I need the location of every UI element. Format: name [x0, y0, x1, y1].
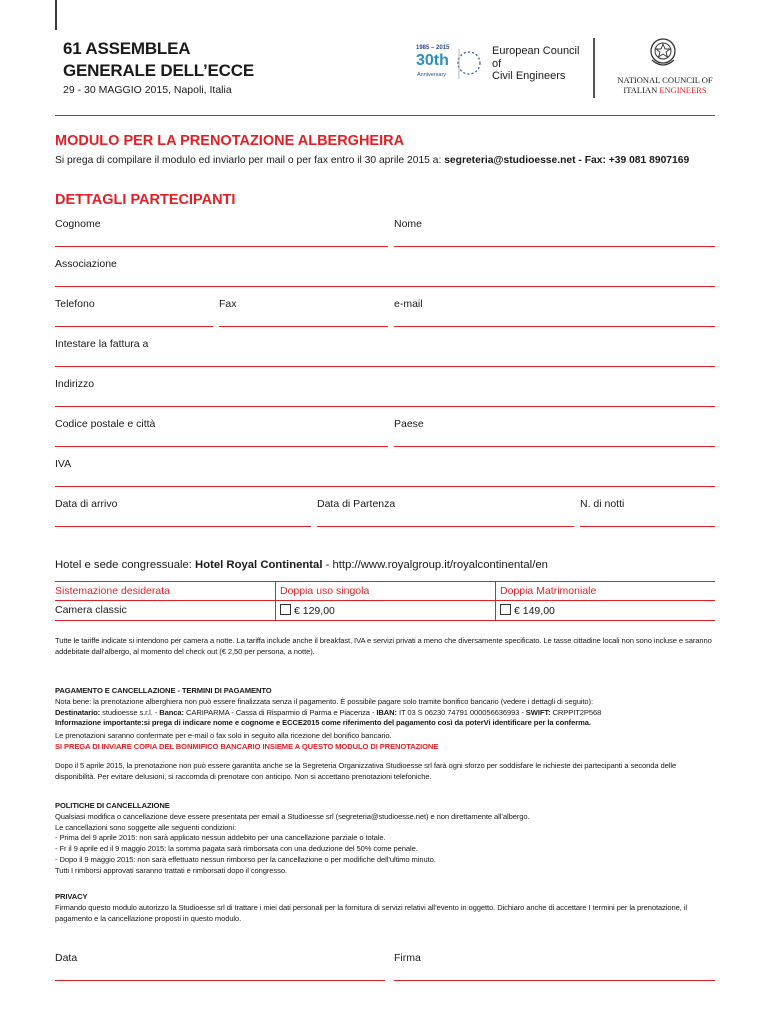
table-col-divider-1 — [275, 581, 276, 621]
national-council-name — [612, 75, 718, 95]
table-room-type: Camera classic — [55, 604, 127, 616]
input-indirizzo[interactable] — [55, 406, 715, 407]
input-fax[interactable] — [219, 326, 388, 327]
privacy-section — [55, 892, 715, 924]
input-cognome[interactable] — [55, 246, 388, 247]
event-title — [63, 38, 254, 82]
table-rule-bottom — [55, 620, 715, 621]
label-cap-citta: Codice postale e città — [55, 418, 156, 430]
ecce-line3: Civil Engineers — [492, 70, 566, 82]
italian-emblem-icon — [648, 36, 678, 68]
payment-section — [55, 686, 715, 782]
input-paese[interactable] — [394, 446, 715, 447]
bank-label: Banca: — [159, 707, 184, 717]
option-doppia-matrimoniale[interactable] — [500, 604, 555, 617]
payment-important: Informazione importante:si prega di indicare nome e cognome e ECCE2015 come riferimento del pagamento così da poterVi identificare per la conferma. — [55, 718, 591, 728]
hotel-url[interactable]: - http://www.royalgroup.it/royalcontinental/en — [322, 559, 548, 571]
hotel-name: Hotel Royal Continental — [195, 559, 323, 571]
intro-contact: segreteria@studioesse.net - Fax: +39 081 8907169 — [444, 155, 690, 166]
logo-divider — [593, 38, 595, 98]
price-doppia-singola: € 129,00 — [294, 605, 335, 617]
input-notti[interactable] — [580, 526, 715, 527]
label-data-arrivo: Data di arrivo — [55, 498, 118, 510]
label-iva: IVA — [55, 458, 72, 470]
header-rule — [55, 0, 57, 30]
label-indirizzo: Indirizzo — [55, 378, 95, 390]
price-doppia-matrimoniale: € 149,00 — [514, 605, 555, 617]
input-cap-citta[interactable] — [55, 446, 388, 447]
payment-heading: PAGAMENTO E CANCELLAZIONE - TERMINI DI PAGAMENTO — [55, 686, 272, 695]
label-email: e-mail — [394, 298, 423, 310]
intro-text: Si prega di compilare il modulo ed inviarlo per mail o per fax entro il 30 aprile 2015 a: — [55, 155, 445, 166]
privacy-text: Firmando questo modulo autorizzo la Studioesse srl di trattare i miei dati personali per la fornitura di servizi relativi all’evento in oggetto. Dichiaro anche di accettare I termini per la prenotazione, il pagamento e la cancellazione proposti in questo modulo. — [55, 902, 687, 923]
input-data-arrivo[interactable] — [55, 526, 311, 527]
input-data[interactable] — [55, 980, 385, 981]
label-fax: Fax — [219, 298, 237, 310]
hotel-prefix: Hotel e sede congressuale: — [55, 559, 196, 571]
dest-label: Destinatario: — [55, 707, 101, 717]
ecce-line2: of — [492, 57, 502, 70]
input-telefono[interactable] — [55, 326, 213, 327]
input-firma[interactable] — [394, 980, 715, 981]
payment-copy-request: SI PREGA DI INVIARE COPIA DEL BONMIFICO BANCARIO INSIEME A QUESTO MODULO DI PRENOTAZIONE — [55, 741, 439, 751]
iban-value: IT 03 S 06230 74791 000056636993 - — [396, 707, 526, 717]
option-doppia-singola[interactable] — [280, 604, 335, 617]
table-header-doppia-matrimoniale: Doppia Matrimoniale — [500, 585, 597, 597]
privacy-heading: PRIVACY — [55, 892, 88, 901]
cancellation-item: - Prima del 9 aprile 2015: non sarà applicato nessun addebito per una cancellazione parziale o totale. — [55, 833, 386, 843]
table-col-divider-2 — [495, 581, 496, 621]
form-intro — [55, 154, 720, 167]
ecce-line1: European Council — [492, 45, 580, 57]
ecce-years: 1985 – 2015 — [416, 45, 450, 51]
nc-italian: ITALIAN — [623, 85, 658, 95]
nc-engineers: ENGINEERS — [659, 85, 707, 95]
bank-value: CARIPARMA - Cassa di Risparmio di Parma e Piacenza - — [183, 707, 377, 717]
cancellation-footer: Tutti I rimborsi approvati saranno trattati e rimborsati dopo il congresso. — [55, 865, 287, 875]
cancellation-heading: POLITICHE DI CANCELLAZIONE — [55, 801, 170, 810]
section-title-participants: DETTAGLI PARTECIPANTI — [55, 192, 236, 208]
table-rule-top — [55, 581, 715, 582]
iban-label: IBAN: — [376, 707, 397, 717]
input-intestare[interactable] — [55, 366, 715, 367]
header-divider — [55, 115, 715, 116]
nc-line1: NATIONAL COUNCIL OF — [617, 75, 713, 85]
cancellation-item: - Fr il 9 aprile ed il 9 maggio 2015: la somma pagata sarà rimborsata con una deduzione del 50% come penale. — [55, 844, 418, 854]
swift-label: SWIFT: — [525, 707, 551, 717]
payment-after-date: Dopo il 5 aprile 2015, la prenotazione non può essere garantita anche se la Segreteria Organizzativa Studioesse srl farà ogni sforzo per soddisfare le richieste dei partecipanti a seconda delle disponibilità. Per evitare delusioni, si raccomda di prenotare con anticipo. Non si accettano prenotazioni telefoniche. — [55, 760, 677, 781]
label-associazione: Associazione — [55, 258, 117, 270]
input-iva[interactable] — [55, 486, 715, 487]
label-nome: Nome — [394, 218, 423, 230]
label-data: Data — [55, 952, 78, 964]
table-header-doppia-singola: Doppia uso singola — [280, 585, 370, 597]
swift-value: CRPPIT2P568 — [550, 707, 602, 717]
label-intestare: Intestare la fattura a — [55, 338, 149, 350]
cancellation-line2: Le cancellazioni sono soggette alle seguenti condizioni: — [55, 822, 236, 832]
label-telefono: Telefono — [55, 298, 95, 310]
cancellation-line1: Qualsiasi modifica o cancellazione deve essere presentata per email a Studioesse srl (segreteria@studioesse.net) e non direttamente all’albergo. — [55, 811, 530, 821]
cancellation-item: - Dopo il 9 maggio 2015: non sarà effettuato nessun rimborso per la cancellazione o per modifiche dell’ultimo minuto. — [55, 854, 436, 864]
input-nome[interactable] — [394, 246, 715, 247]
label-cognome: Cognome — [55, 218, 101, 230]
ecce-30th: 30th — [416, 52, 449, 69]
payment-note: Nota bene: la prenotazione alberghiera non può essere finalizzata senza il pagamento. È possibile pagare solo tramite bonifico bancario (vedere i dettagli di seguito): — [55, 696, 593, 706]
cancellation-section — [55, 801, 715, 877]
label-paese: Paese — [394, 418, 424, 430]
event-title-line2: GENERALE DELL’ECCE — [63, 61, 254, 80]
event-title-line1: 61 ASSEMBLEA — [63, 39, 191, 58]
checkbox-doppia-singola[interactable] — [280, 604, 291, 615]
label-data-partenza: Data di Partenza — [317, 498, 396, 510]
table-rule-mid — [55, 600, 715, 601]
input-data-partenza[interactable] — [317, 526, 574, 527]
checkbox-doppia-matrimoniale[interactable] — [500, 604, 511, 615]
payment-bank-details — [55, 708, 715, 719]
hotel-line — [55, 559, 548, 571]
form-title: MODULO PER LA PRENOTAZIONE ALBERGHEIRA — [55, 133, 405, 149]
event-dates: 29 - 30 MAGGIO 2015, Napoli, Italia — [63, 84, 232, 96]
label-firma: Firma — [394, 952, 421, 964]
input-email[interactable] — [394, 326, 715, 327]
table-header-sistemazione: Sistemazione desiderata — [55, 585, 170, 597]
payment-confirm: Le prenotazioni saranno confermate per e-mail o fax solo in seguito alla ricezione del bonifico bancario. — [55, 731, 392, 741]
label-notti: N. di notti — [580, 498, 625, 510]
ecce-anniversary-logo — [413, 45, 485, 83]
input-associazione[interactable] — [55, 286, 715, 287]
dest-value: studioesse s.r.l. - — [100, 707, 160, 717]
ecce-name — [492, 45, 579, 83]
nc-line2 — [612, 85, 718, 95]
ecce-anniversary-label: Anniversary — [417, 72, 447, 78]
tariff-note: Tutte le tariffe indicate si intendono per camera a notte. La tariffa include anche il breakfast, IVA e servizi privati a meno che diversamente specificato. Le tasse cittadine locali non sono incluse e saranno addebitate dall’albergo, al momento del check out (€ 2,50 per persona, a notte). — [55, 636, 712, 656]
